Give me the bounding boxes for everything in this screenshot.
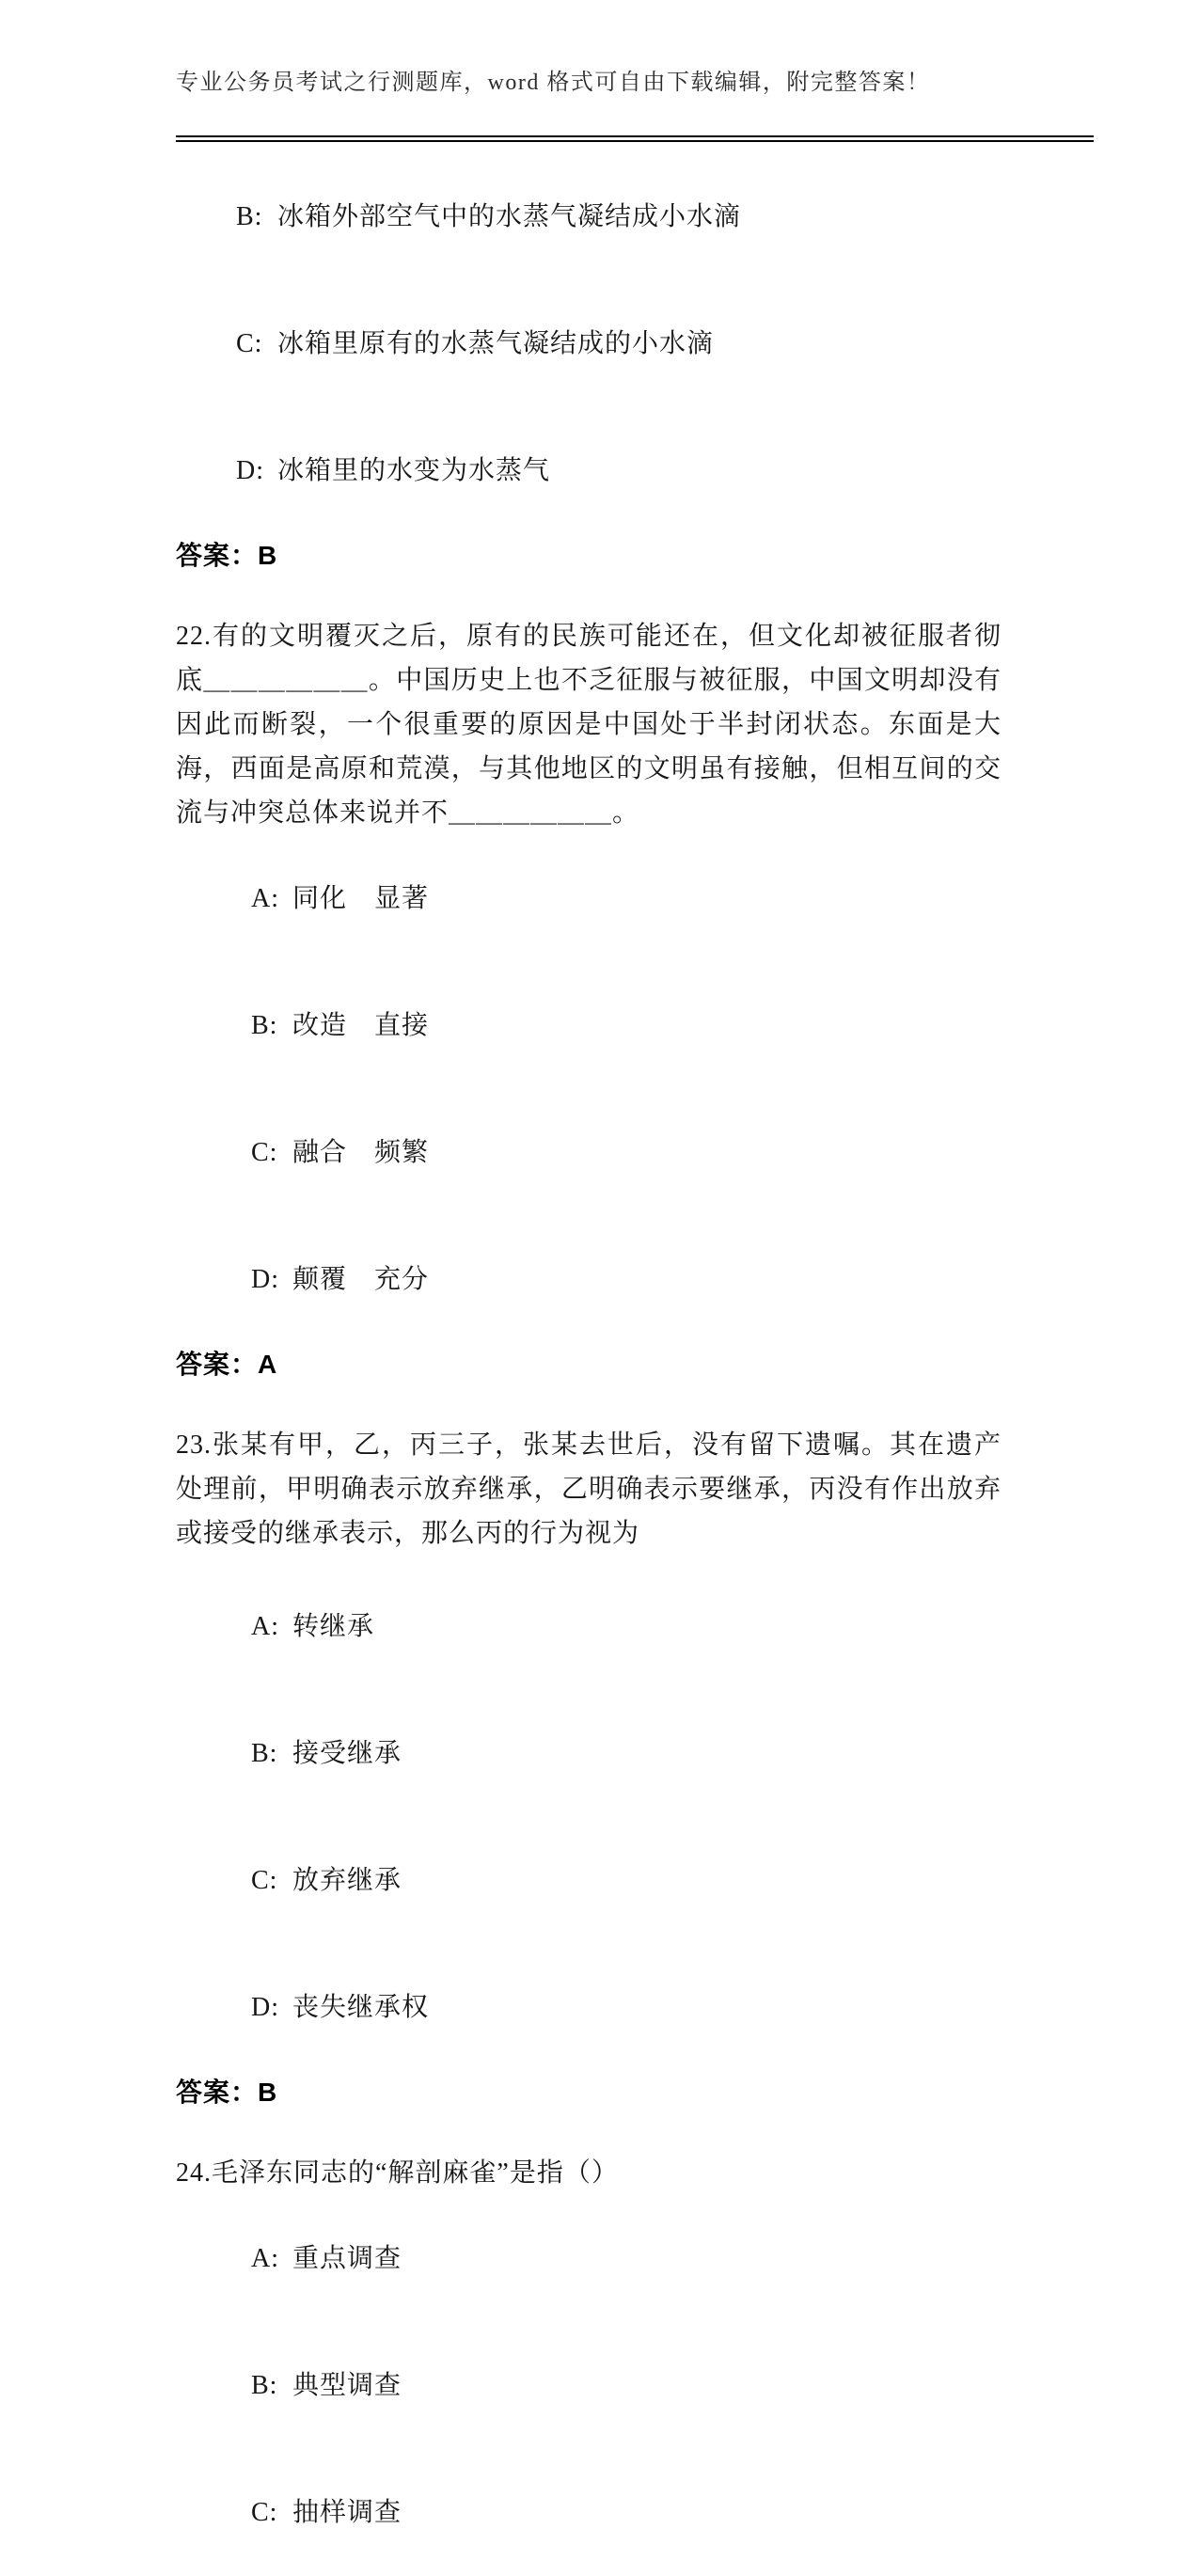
option-label: B: [236,202,263,231]
question-21-options [176,153,1094,577]
question-22 [176,614,1094,1385]
option-text: 颠覆 充分 [292,1265,430,1294]
question-stem: 23.张某有甲，乙，丙三子，张某去世后，没有留下遗嘱。其在遗产处理前，甲明确表示放弃继承，乙明确表示要继承，丙没有作出放弃或接受的继承表示，那么丙的行为视为 [176,1430,1002,1548]
option-row [176,280,1094,407]
option-row [176,1944,1094,2071]
option-label: C: [251,1138,278,1167]
option-row [176,153,1094,280]
option-label: A: [251,884,279,913]
option-text: 抽样调查 [292,2498,402,2527]
option-row [176,407,1094,534]
option-label: A: [251,2244,279,2273]
page-content [176,0,1094,2576]
option-label: D: [251,1265,279,1294]
option-text: 典型调查 [292,2371,402,2400]
option-row [176,962,1094,1089]
option-label: D: [251,1993,279,2022]
option-row [176,1563,1094,1690]
option-row [176,835,1094,962]
question-stem: 24.毛泽东同志的“解剖麻雀”是指（） [176,2158,619,2188]
option-text: 改造 直接 [292,1011,430,1040]
option-text: 同化 显著 [292,884,430,913]
option-label: D: [236,456,264,485]
option-row [176,1817,1094,1944]
option-label: B: [251,1011,278,1040]
option-row [176,1089,1094,1216]
option-label: B: [251,1739,278,1768]
question-24 [176,2151,1094,2576]
option-text: 冰箱外部空气中的水蒸气凝结成小水滴 [277,202,742,231]
option-row [176,1690,1094,1817]
option-text: 放弃继承 [292,1866,402,1895]
option-row [176,2449,1094,2576]
option-label: B: [251,2371,278,2400]
header-divider [176,135,1094,142]
question-23-options [176,1563,1094,2113]
option-label: C: [236,329,263,358]
question-stem: 22.有的文明覆灭之后，原有的民族可能还在，但文化却被征服者彻底＿＿＿＿＿＿。中国历史上也不乏征服与被征服，中国文明却没有因此而断裂，一个很重要的原因是中国处于半封闭状态。东面是大海，西面是高原和荒漠，与其他地区的文明虽有接触，但相互间的交流与冲突总体来说并不＿＿＿＿＿＿。 [176,622,1002,828]
option-text: 融合 频繁 [292,1138,430,1167]
option-row [176,2322,1094,2449]
option-text: 冰箱里的水变为水蒸气 [277,456,551,485]
question-22-options [176,835,1094,1385]
option-row [176,1216,1094,1343]
option-label: A: [251,1612,279,1641]
option-text: 重点调查 [292,2244,402,2273]
question-23 [176,1423,1094,2113]
answer-line: 答案：B [176,541,278,570]
option-text: 冰箱里原有的水蒸气凝结成的小水滴 [277,329,715,358]
option-label: C: [251,2498,278,2527]
option-text: 转继承 [292,1612,375,1641]
answer-line: 答案：A [176,1350,278,1379]
option-text: 丧失继承权 [292,1993,430,2022]
option-label: C: [251,1866,278,1895]
page-header-note: 专业公务员考试之行测题库，word 格式可自由下载编辑，附完整答案！ [176,71,931,95]
option-text: 接受继承 [292,1739,402,1768]
answer-line: 答案：B [176,2078,278,2107]
option-row [176,2195,1094,2322]
question-24-options [176,2195,1094,2576]
